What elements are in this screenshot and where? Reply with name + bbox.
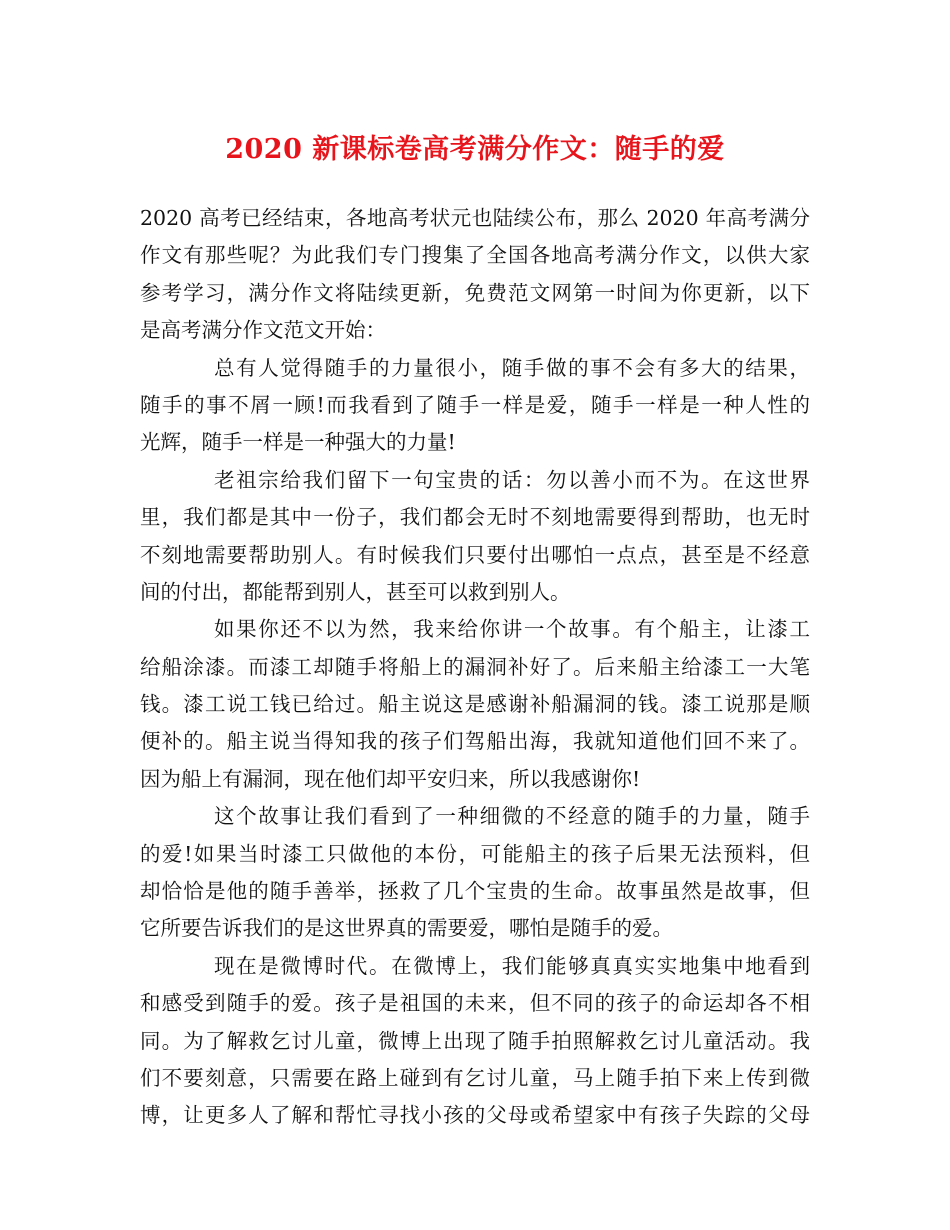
text-line: 间的付出，都能帮到别人，甚至可以救到别人。 bbox=[140, 579, 571, 604]
text-line: 里，我们都是其中一份子，我们都会无时不刻地需要得到帮助，也无时 bbox=[140, 505, 810, 530]
text-line: 不刻地需要帮助别人。有时候我们只要付出哪怕一点点，甚至是不经意 bbox=[140, 542, 810, 567]
text-line: 现在是微博时代。在微博上，我们能够真真实实地集中地看到 bbox=[214, 953, 810, 978]
text-line: 作文有那些呢？为此我们专门搜集了全国各地高考满分作文，以供大家 bbox=[140, 243, 810, 268]
text-line: 随手的事不屑一顾!而我看到了随手一样是爱，随手一样是一种人性的 bbox=[140, 392, 810, 417]
text-line: 2020 高考已经结束，各地高考状元也陆续公布，那么 2020 年高考满分 bbox=[140, 206, 810, 230]
text-line: 是高考满分作文范文开始： bbox=[140, 318, 386, 343]
text-line: 的爱!如果当时漆工只做他的本份，可能船主的孩子后果无法预料，但 bbox=[140, 841, 810, 866]
text-line: 同。为了解救乞讨儿童，微博上出现了随手拍照解救乞讨儿童活动。我 bbox=[140, 1028, 810, 1053]
text-line: 们不要刻意，只需要在路上碰到有乞讨儿童，马上随手拍下来上传到微 bbox=[140, 1065, 810, 1090]
text-line: 光辉，随手一样是一种强大的力量! bbox=[140, 430, 456, 455]
text-line: 这个故事让我们看到了一种细微的不经意的随手的力量，随手 bbox=[214, 804, 810, 829]
text-line: 总有人觉得随手的力量很小，随手做的事不会有多大的结果， bbox=[214, 355, 810, 380]
text-line: 它所要告诉我们的是这世界真的需要爱，哪怕是随手的爱。 bbox=[140, 916, 673, 941]
text-line: 如果你还不以为然，我来给你讲一个故事。有个船主，让漆工 bbox=[214, 617, 810, 642]
document-title: 2020 新课标卷高考满分作文：随手的爱 bbox=[225, 134, 725, 165]
text-line: 却恰恰是他的随手善举，拯救了几个宝贵的生命。故事虽然是故事，但 bbox=[140, 879, 810, 904]
text-line: 和感受到随手的爱。孩子是祖国的未来，但不同的孩子的命运却各不相 bbox=[140, 991, 810, 1016]
text-line: 因为船上有漏洞，现在他们却平安归来，所以我感谢你! bbox=[140, 766, 641, 791]
article-body bbox=[140, 200, 810, 1135]
text-line: 钱。漆工说工钱已给过。船主说这是感谢补船漏洞的钱。漆工说那是顺 bbox=[140, 692, 810, 717]
text-line: 给船涂漆。而漆工却随手将船上的漏洞补好了。后来船主给漆工一大笔 bbox=[140, 654, 810, 679]
text-line: 参考学习，满分作文将陆续更新，免费范文网第一时间为你更新，以下 bbox=[140, 280, 810, 305]
text-line: 便补的。船主说当得知我的孩子们驾船出海，我就知道他们回不来了。 bbox=[140, 729, 810, 754]
text-line: 老祖宗给我们留下一句宝贵的话：勿以善小而不为。在这世界 bbox=[214, 467, 810, 492]
text-line: 博，让更多人了解和帮忙寻找小孩的父母或希望家中有孩子失踪的父母 bbox=[140, 1103, 810, 1128]
